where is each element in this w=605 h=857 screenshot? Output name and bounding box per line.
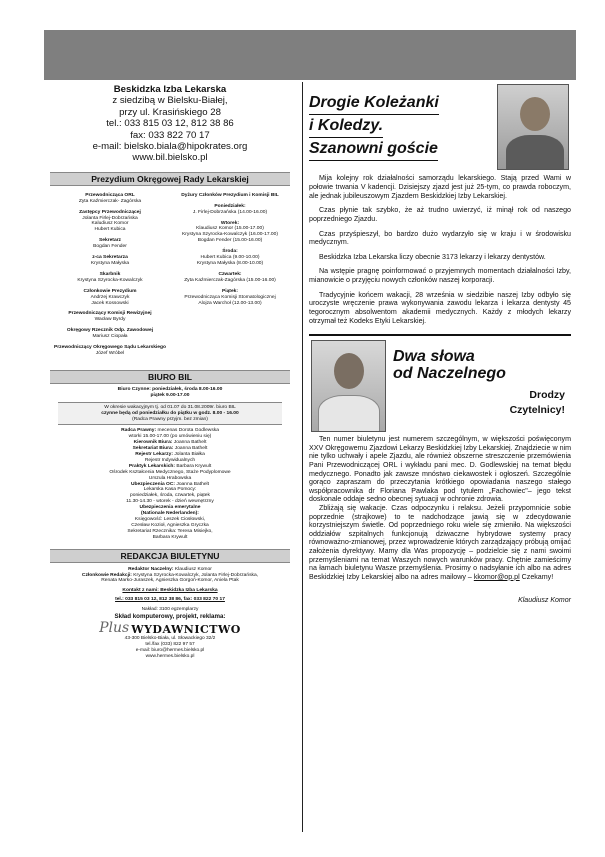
biuro-info bbox=[50, 387, 290, 541]
duty-day bbox=[170, 204, 290, 216]
editor-name: Klaudiusz Komor bbox=[174, 566, 212, 572]
author-photo-woman bbox=[497, 84, 569, 170]
biuro-title: BIURO BIL bbox=[50, 370, 290, 384]
staff-row bbox=[50, 535, 290, 541]
article-body-2 bbox=[309, 435, 571, 581]
member-role: Skarbnik bbox=[99, 271, 121, 277]
publisher-email[interactable]: e-mail: biuro@hermes.bielsko.pl bbox=[135, 647, 205, 653]
member-role: z-ca Sekretarza bbox=[92, 255, 128, 261]
members-role: Członkowie Redakcji: bbox=[81, 572, 132, 578]
vacation-notice bbox=[58, 402, 282, 426]
duty-day bbox=[170, 289, 290, 307]
member-role: Okręgowy Rzecznik Odp. Zawodowej bbox=[66, 328, 154, 334]
header-banner bbox=[44, 30, 576, 80]
staff-role: Rejestr Lekarzy: bbox=[135, 452, 173, 458]
duty-entry: Bogdan Fender (15.00-16.00) bbox=[197, 238, 263, 244]
member-name: Mariusz Ciopała bbox=[92, 334, 128, 340]
member-name: Bogdan Fender bbox=[93, 244, 127, 250]
member-name: Andrzej Krawczyk bbox=[90, 294, 130, 300]
staff-role: Kierownik Biura: bbox=[133, 440, 173, 446]
circulation: Nakład: 3100 egzemplarzy bbox=[141, 607, 199, 613]
staff-text: Joanna Bathelt bbox=[173, 440, 207, 446]
staff-text: wtorki 15.00-17.00 (po umówieniu się) bbox=[128, 434, 212, 440]
staff-role: Ubezpieczenia OC: bbox=[130, 481, 176, 487]
staff-text: Ośrodek Kształcenia Medycznego, Staże Podyplomowe bbox=[109, 469, 231, 475]
paragraph: Czas płynie tak szybko, że aż trudno uwierzyć, iż minął rok od naszego poprzedniego Zjazdu. bbox=[309, 206, 571, 224]
duty-day-label: Wtorek: bbox=[220, 220, 240, 226]
duty-day bbox=[170, 221, 290, 245]
signature: Klaudiusz Komor bbox=[518, 597, 571, 605]
staff-text: Rejestr Indywidualnych bbox=[144, 457, 196, 463]
title-line: i Koledzy. bbox=[309, 115, 383, 138]
presidium-group bbox=[50, 193, 170, 205]
staff-text: Barbara Krywult bbox=[176, 463, 212, 469]
member-name: Wacław Byrdy bbox=[94, 317, 126, 323]
paragraph: Tradycyjnie końcem wakacji, 28 września w siedzibie naszej Izby odbyło się uroczyste wręczenie prawa wykonywania zawodu lekarza i lekarza dentysty 45 tegorocznym absolwentom akademii medycznych. Każdy z młodych lekarzy otrzymał też Kodeks Etyki Lekarskiej. bbox=[309, 290, 571, 326]
member-role: Przewodniczący Okręgowego Sądu Lekarskiego bbox=[54, 345, 166, 351]
duty-day-label: Piątek: bbox=[221, 288, 239, 294]
staff-text: Joanna Bathelt bbox=[174, 446, 208, 452]
presidium-members bbox=[50, 193, 170, 362]
staff-text: Lekarska Kasa Pomocy: bbox=[143, 487, 197, 493]
section-divider bbox=[309, 334, 571, 336]
staff-role: Praktyk Lekarskich: bbox=[128, 463, 176, 469]
member-role: Sekretarz bbox=[98, 238, 122, 244]
staff-text: Barbara Krywult bbox=[152, 534, 188, 540]
staff-text: 11.30-14.30 - wtorek - dzień wewnętrzny bbox=[126, 499, 214, 505]
credits: Skład komputerowy, projekt, reklama: bbox=[114, 613, 226, 621]
vacation-line: W okresie wakacyjnym tj. od 01.07 do 31.08.2009r. biuro BIL bbox=[104, 404, 236, 410]
right-column bbox=[309, 82, 571, 604]
members-names: Krystyna Szyrocka-Kowalczyk, Jolanta Firlej-Dobrzańska, bbox=[133, 572, 259, 578]
member-role: Przewodnicząca ORL bbox=[85, 192, 135, 198]
vacation-line: czynne będą od poniedziałku do piątku w godz. 8.00 - 16.00 bbox=[101, 410, 239, 416]
publisher-logo bbox=[50, 622, 290, 635]
biuro-hours: Biuro Czynne: poniedziałek, środa 8.00-16.00 bbox=[117, 386, 223, 392]
member-role: Przewodniczący Komisji Rewizyjnej bbox=[68, 311, 152, 317]
presidium-group bbox=[50, 289, 170, 307]
member-name: Józef Wróbel bbox=[95, 350, 125, 356]
member-role: Członkowie Prezydium bbox=[83, 288, 137, 294]
duty-entry: Krystyna Małyska (8.00-10.00) bbox=[196, 261, 264, 266]
title-line: od Naczelnego bbox=[393, 365, 506, 383]
staff-text: Czesław Kozioł, Agnieszka Gryczka bbox=[131, 522, 209, 528]
duty-day-label: Poniedziałek: bbox=[214, 203, 246, 209]
presidium-group bbox=[50, 238, 170, 250]
column-divider bbox=[302, 82, 303, 832]
publisher-phone: tel./fax (033) 822 97 57 bbox=[145, 641, 195, 647]
presidium-group bbox=[50, 345, 170, 357]
contact-phones: tel.: 033 815 03 12, 812 38 86, fax: 033 822 70 17 bbox=[115, 597, 225, 603]
editor-header bbox=[309, 340, 571, 435]
staff-role: Radca Prawny: bbox=[121, 428, 157, 434]
org-line: z siedzibą w Bielsku-Białej, bbox=[112, 95, 228, 107]
presidium-group bbox=[50, 255, 170, 267]
title-line: Szanowni goście bbox=[309, 138, 438, 161]
duty-entry: Hubert Kubica (9.00-10.00) bbox=[200, 255, 260, 261]
paragraph: Beskidzka Izba Lekarska liczy obecnie 3173 lekarzy i lekarzy dentystów. bbox=[319, 252, 546, 261]
org-email[interactable]: e-mail: bielsko.biala@hipokrates.org bbox=[92, 141, 248, 153]
staff-text: mecenas Dorota Godlewska bbox=[157, 428, 219, 434]
paragraph: Mija kolejny rok działalności samorządu lekarskiego. Stają przed Wami w połowie trwania V kadencji. Dzisiejszy zjazd jest już 25-tym, co prawda roboczym, ale jednak jubileuszowym Zjazdem Beskidzkiej Izby Lekarskiej. bbox=[309, 174, 571, 200]
presidium-group bbox=[50, 210, 170, 234]
paragraph: Czas przyśpieszył, bo bardzo dużo wydarzyło się w kraju i w środowisku medycznym. bbox=[309, 229, 571, 247]
left-column bbox=[50, 82, 290, 660]
title-line: Drogie Koleżanki bbox=[309, 92, 439, 115]
logo-wydawnictwo: WYDAWNICTWO bbox=[131, 623, 241, 637]
duty-entry: Przewodnicząca Komisji Stomatologicznej bbox=[184, 294, 276, 300]
presidium bbox=[50, 193, 290, 362]
publisher-www[interactable]: www.hermes.bielsko.pl bbox=[145, 653, 195, 659]
staff-role: (Nationale Nederlanden): bbox=[141, 511, 199, 517]
duty-entry: J. Firlej-Dobrzańska (14.00-16.00) bbox=[192, 209, 268, 215]
staff-text: Urszula Hrabowska bbox=[148, 475, 192, 481]
staff-text: poniedziałek, środa, czwartek, piątek bbox=[130, 493, 210, 499]
staff-role: Sekretariat Biura: bbox=[132, 446, 174, 452]
paragraph: Zbliżają się wakacje. Czas odpoczynku i relaksu. Jeżeli przypomnicie sobie poprzednie (strajkowe) to te nadchodzące jawią się w zdecydowanie korzystniejszym świetle. Od poprzedniego roku wiele się zmieniło. Na większości oddziałów szpitalnych funkcjonują dziwaczne hybrydowe systemy pracy równoważno-zmianowej, przez wprowadzenie których zarządzający próbują omijać założenia dyrektywy. Mamy dla Was propozycję – podzielcie się z nami swoimi przemyśleniami na temat Waszych nowych warunków pracy. Chętnie zamieścimy na łamach biuletynu Wasze przemyślenia. Prosimy o nadsyłanie ich albo na adres Beskidzkiej Izby Lekarskiej albo na adres mailowy – kkomor@op.pl Czekamy! bbox=[309, 503, 571, 581]
vacation-line: (Radca Prawny przyjm. bez zmian) bbox=[132, 416, 208, 422]
staff-text: Sekretariat Rzecznika: Teresa Misiejko, bbox=[127, 528, 213, 534]
duty-entry: Krystyna Szyrocka-Kowalczyk (16.00-17.00) bbox=[182, 232, 278, 238]
duty-title: Dyżury Członków Prezydium i Komisji BIL bbox=[181, 192, 279, 198]
duty-day-label: Czwartek: bbox=[218, 271, 242, 277]
member-name: Jolanta Firlej-Dobrzańska bbox=[82, 215, 138, 221]
member-role: Zastępcy Przewodniczącej bbox=[79, 209, 141, 215]
biuro-hours-friday: piątek 9.00-17.00 bbox=[150, 392, 190, 398]
publisher-address: 43-300 Bielsko-Biała, ul. Słowackiego 32/2 bbox=[124, 636, 216, 642]
publisher-info bbox=[50, 607, 290, 660]
org-name: Beskidzka Izba Lekarska bbox=[113, 84, 227, 95]
member-name: Krystyna Szyrocka-Kowalczyk bbox=[77, 277, 143, 283]
member-name: Zyta Kaźmierczak- Zagórska bbox=[78, 198, 142, 204]
presidium-duties bbox=[170, 193, 290, 362]
paragraph: Ten numer biuletynu jest numerem szczególnym, w większości poświęconym XXV Okręgowemu Zjazdowi Lekarzy Beskidzkiej Izby Lekarskiej. Znajdziecie w nim nie tylko uchwały i apele Zjazdu, ale również obszerne streszczenie przemówienia Pani Przewodniczącej ORL i wykładu pani mec. D. Godlewskiej na temat błędu medycznego. Ponadto jak zawsze mnóstwo ciekawostek i ogłoszeń. Szczególnie gorąco zapraszam do przeczytania krótkiego opowiadania naszego stałego współpracownika dr Floriana Pawlaka pod tytułem „Fachowiec"– jego tekst doskonale oddaje sedno obecnej sytuacji w ochronie zdrowia. bbox=[309, 435, 571, 504]
presidium-title: Prezydium Okręgowej Rady Lekarskiej bbox=[50, 172, 290, 186]
presidium-group bbox=[50, 272, 170, 284]
duty-entry: Alojza Warchoł (12.00-13.00) bbox=[198, 300, 262, 306]
org-address: przy ul. Krasińskiego 28 bbox=[119, 106, 221, 118]
duty-entry: Zyta Kaźmierczak-Zagórska (15.00-16.00) bbox=[184, 277, 276, 283]
member-name: Jacek Kossowski bbox=[91, 300, 129, 306]
redaction-info bbox=[50, 567, 290, 604]
presidium-group bbox=[50, 311, 170, 323]
logo-plus: Plus bbox=[99, 620, 130, 637]
staff-text: Jolanta Białka bbox=[174, 452, 205, 458]
staff-role: Ubezpieczenia emerytalne bbox=[139, 505, 201, 511]
member-name: Hubert Kubica bbox=[94, 227, 126, 233]
editor-role: Redaktor Naczelny: bbox=[128, 566, 174, 572]
article-body-1 bbox=[309, 174, 571, 326]
redaction-title: REDAKCJA BIULETYNU bbox=[50, 549, 290, 563]
author-photo-man bbox=[311, 340, 386, 432]
redaction-line: Renata Marko-Juraszek, Agnieszka Gorgoń-Komor, Aniela Ptak bbox=[101, 578, 239, 584]
member-name: Kaludiusz Komor bbox=[91, 221, 129, 227]
paragraph: Na wstępie pragnę poinformować o przyjemnych momentach działalności Izby, mianowicie o przyjęciu nowych członków naszej korporacji. bbox=[309, 267, 571, 285]
title-line: Dwa słowa bbox=[393, 348, 475, 366]
editor-email[interactable]: kkomor@op.pl bbox=[473, 572, 520, 581]
duty-day-label: Środa: bbox=[222, 249, 238, 255]
greeting-line: Drodzy bbox=[529, 389, 565, 402]
contact-line: Kontakt z nami: Beskidzka Izba Lekarska bbox=[122, 588, 218, 594]
staff-list bbox=[50, 428, 290, 540]
staff-text: Joanna Bathelt bbox=[176, 481, 210, 487]
staff-text: Księgowość: Leszek Ciosłowski, bbox=[134, 517, 206, 522]
presidium-group bbox=[50, 328, 170, 340]
org-info bbox=[50, 84, 290, 164]
org-tel: tel.: 033 815 03 12, 812 38 86 bbox=[106, 118, 234, 130]
member-name: Krystyna Małyska bbox=[90, 261, 130, 266]
duty-day bbox=[170, 249, 290, 267]
greeting bbox=[510, 388, 565, 418]
org-www[interactable]: www.bil.bielsko.pl bbox=[132, 152, 208, 164]
duty-day bbox=[170, 272, 290, 284]
article-title-2 bbox=[393, 348, 506, 382]
closing-text: Czekamy! bbox=[519, 572, 554, 581]
org-fax: fax: 033 822 70 17 bbox=[130, 129, 210, 141]
greeting-line: Czytelnicy! bbox=[509, 404, 565, 417]
duty-entry: Klaudiusz Komor (15.00-17.00) bbox=[196, 226, 264, 232]
